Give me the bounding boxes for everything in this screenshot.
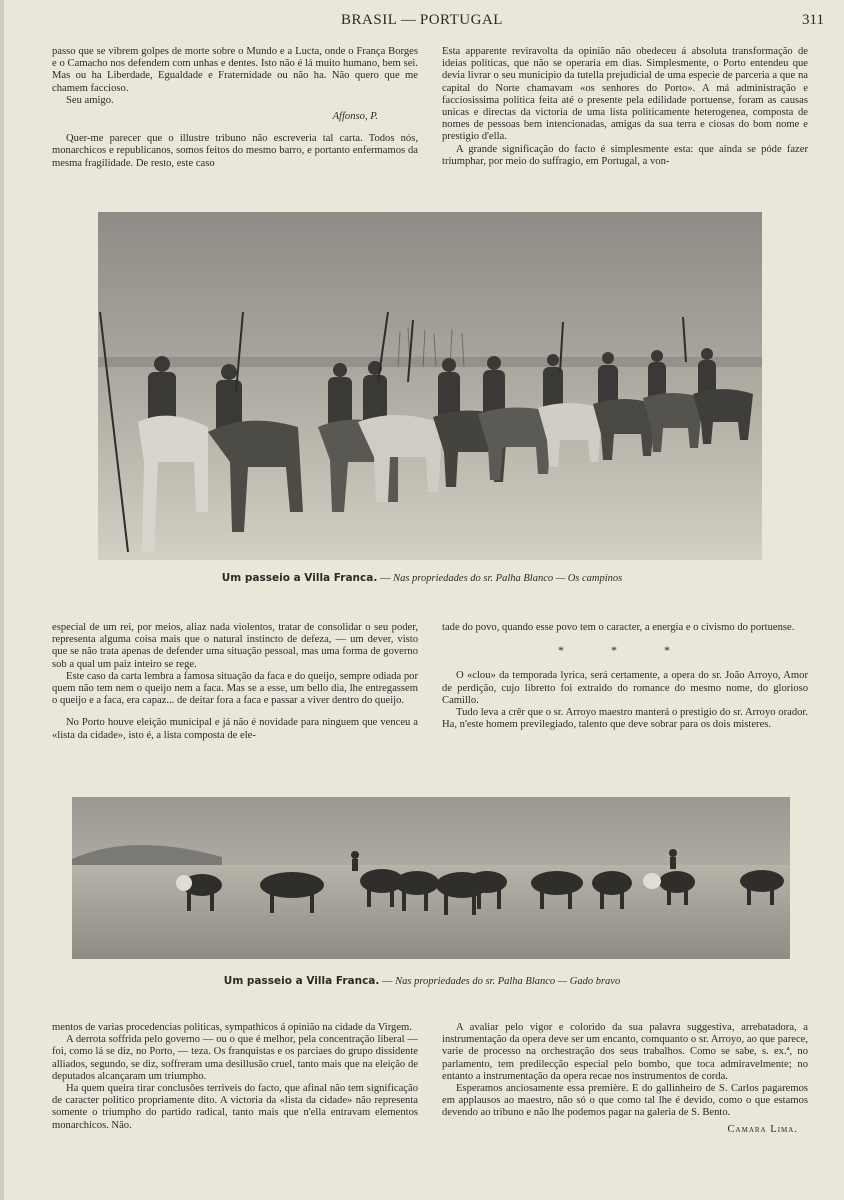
horsemen-illustration xyxy=(98,212,762,560)
caption-photo-gado-bravo: Um passeio a Villa Franca. — Nas propriedades do sr. Palha Blanco — Gado bravo xyxy=(223,975,621,987)
page-edge xyxy=(0,0,4,1200)
caption-title: Um passeio a Villa Franca. xyxy=(221,572,378,584)
letter-signature: Affonso, P. xyxy=(332,111,378,123)
top-left-column xyxy=(52,46,418,170)
paragraph: passo que se vibrem golpes de morte sobre o Mundo e a Lucta, onde o França Borges e o Camacho nos defendem com unhas e dentes. Isto não é lá muito humano, bem sei. Mas ou ha Liberdade, Egualdade e Fraternidade ou não ha. Não quero que me chamem faccioso. xyxy=(52,46,418,94)
caption-photo-campinos: Um passeio a Villa Franca. — Nas propriedades do sr. Palha Blanco — Os campinos xyxy=(221,572,623,584)
paragraph: Seu amigo. xyxy=(66,94,114,106)
paragraph: O «clou» da temporada lyrica, será certamente, a opera do sr. João Arroyo, Amor de perdição, cujo libretto foi extraido do romance do mesmo nome, do glorioso Camillo. xyxy=(442,670,808,706)
article-signature: Camara Lima. xyxy=(727,1123,798,1135)
middle-left-column xyxy=(52,622,418,742)
photo-campinos xyxy=(98,212,762,560)
paragraph: Esperamos anciosamente essa première. E do gallinheiro de S. Carlos pagaremos em applausos ao maestro, não só o que como tal lhe é devido, como o que estamos devendo ao tribuno e não lhe podemos pagar na galeria de S. Bento. xyxy=(442,1083,808,1119)
paragraph: mentos de varias procedencias politicas, sympathicos á opinião na cidade da Virgem. xyxy=(52,1022,412,1033)
page-number: 311 xyxy=(802,12,824,28)
paragraph: Quer-me parecer que o illustre tribuno não escreveria tal carta. Todos nós, monarchicos e republicanos, somos feitos do mesmo barro, e portanto enfermamos da mesma fragilidade. De resto, este caso xyxy=(52,133,418,169)
bottom-right-column xyxy=(442,1022,808,1136)
running-title: BRASIL — PORTUGAL xyxy=(341,12,503,28)
caption-subtitle: Nas propriedades do sr. Palha Blanco — Os campinos xyxy=(393,573,623,584)
caption-subtitle: Nas propriedades do sr. Palha Blanco — Gado bravo xyxy=(395,976,621,987)
paragraph: Este caso da carta lembra a famosa situação da faca e do queijo, sempre odiada por quem não tem nem o queijo nem a faca. Mas se a esse, um bello dia, lhe entregassem o queijo e a faca, era capaz... de deitar fora a faca e passar a viver dentro do queijo. xyxy=(52,670,418,707)
paragraph: No Porto houve eleição municipal e já não é novidade para ninguem que venceu a «lista da cidade», isto é, a lista composta de ele- xyxy=(52,717,418,741)
section-asterisms: * * * xyxy=(558,643,692,658)
caption-title: Um passeio a Villa Franca. xyxy=(223,975,380,987)
bottom-left-column xyxy=(52,1022,418,1132)
bulls-illustration xyxy=(72,797,790,959)
paragraph: Ha quem queira tirar conclusões terriveis do facto, que afinal não tem significação de caracter politico propriamente dito. A victoria da «lista da cidade» não representa somente o triumpho do partido radical, tanto mais que n'ella entravam elementos monarchicos. Não. xyxy=(52,1083,418,1131)
paragraph: A derrota soffrida pelo governo — ou o que é melhor, pela concentração liberal — foi, como lá se diz, no Porto, — teza. Os franquistas e os parciaes do grupo dissidente alliados, segundo, se diz, soffreram uma desillusão cruel, tanto mais que na eleição de deputados alcançaram um triumpho. xyxy=(52,1034,418,1082)
running-head xyxy=(0,12,844,30)
paragraph: A grande significação do facto é simplesmente esta: que ainda se póde fazer triumphar, por meio do suffragio, em Portugal, a von- xyxy=(442,143,808,167)
paragraph: Esta apparente reviravolta da opinião não obedeceu á absoluta transformação de ideias politicas, que não se operaria em dias. Simplesmente, o Porto entendeu que devia livrar o seu municipio da tutella prejudicial de uma especie de parceria a que na capital do Norte chamavam «os senhores do Porto». A má administração e facciosissima politica feita até o presente pela edilidade portuense, foram as causas unicas e directas da victoria de uma lista politicamente heterogenea, composta de nomes de pessoas bem intencionadas, amigas da sua terra e ciosas do bom nome e prestigio d'ella. xyxy=(442,46,808,143)
middle-right-column xyxy=(442,622,808,731)
paragraph: especial de um rei, por meios, aliaz nada violentos, tratar de consolidar o seu poder, representa alguma coisa mais que o natural instincto de defeza, — um dever, visto que se não trata apenas de defender uma situação pessoal, mas uma forma de governo sob a qual um paiz inteiro se rege. xyxy=(52,622,418,670)
paragraph: Tudo leva a crêr que o sr. Arroyo maestro manterá o prestigio do sr. Arroyo orador. Ha, n'este homem previlegiado, talento que deve sobrar para os dois misteres. xyxy=(442,707,808,731)
paragraph: A avaliar pelo vigor e colorido da sua palavra suggestiva, arrebatadora, a instrumentação da opera deve ser um encanto, comquanto o sr. Arroyo, ao que parece, varie de processo na orchestração dos seus trabalhos. Como se sabe, s. ex.ª, no parlamento, tem predilecção especial pelo bombo, que toca admiravelmente; no entanto a instrumentação da opera recae nos instrumentos de corda. xyxy=(442,1022,808,1082)
top-right-column xyxy=(442,46,808,168)
paragraph: tade do povo, quando esse povo tem o caracter, a energia e o civismo do portuense. xyxy=(442,622,795,633)
photo-gado-bravo xyxy=(72,797,790,959)
